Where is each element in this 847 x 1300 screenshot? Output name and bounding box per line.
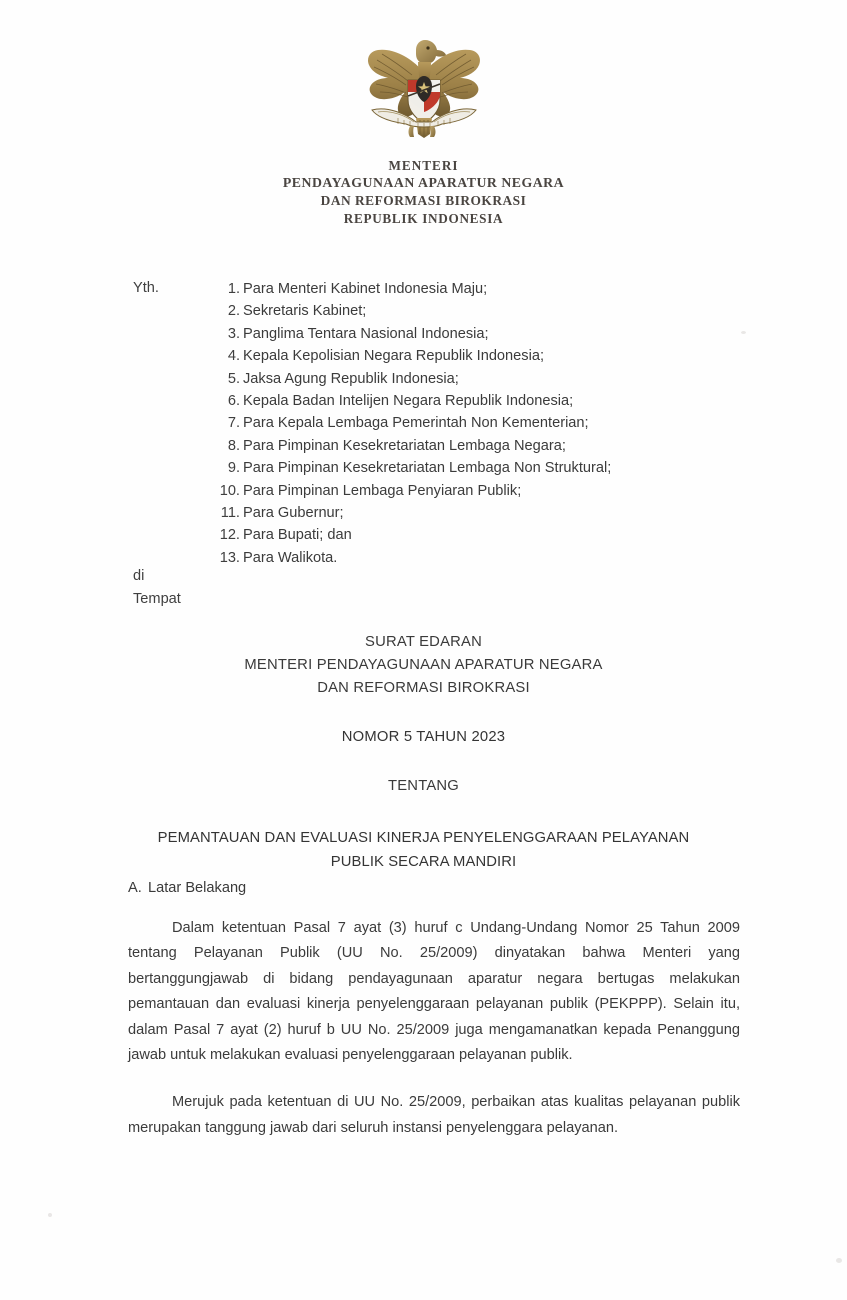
letterhead-line-3: DAN REFORMASI BIROKRASI bbox=[320, 193, 527, 209]
letterhead-line-2: PENDAYAGUNAAN APARATUR NEGARA bbox=[282, 175, 565, 191]
recipient-number: 8. bbox=[227, 437, 240, 454]
recipient-item bbox=[205, 412, 725, 434]
recipient-item bbox=[205, 480, 725, 502]
paragraph-1: Dalam ketentuan Pasal 7 ayat (3) huruf c Undang-Undang Nomor 25 Tahun 2009 tentang Pelayanan Publik (UU No. 25/2009) dinyatakan bahwa Menteri yang bertanggungjawab di bidang pendayagunaan aparatur negara bertugas melakukan pemantauan dan evaluasi kinerja penyelenggaraan pelayanan publik (PEKPPP). Selain itu, dalam Pasal 7 ayat (2) huruf b UU No. 25/2009 juga mengamanatkan kepada Penanggung jawab untuk melakukan evaluasi penyelenggaraan pelayanan publik. bbox=[128, 920, 740, 1064]
recipient-number: 10. bbox=[219, 482, 240, 499]
recipient-number: 12. bbox=[219, 527, 240, 544]
section-title: Latar Belakang bbox=[148, 880, 247, 896]
scan-artifact bbox=[48, 1213, 52, 1217]
place-line-di: di bbox=[133, 568, 145, 584]
recipient-label: Jaksa Agung Republik Indonesia; bbox=[243, 370, 459, 387]
recipient-label: Kepala Kepolisian Negara Republik Indonesia; bbox=[243, 348, 544, 365]
tentang-label: TENTANG bbox=[388, 778, 459, 794]
section-letter: A. bbox=[128, 880, 142, 896]
recipient-label: Para Pimpinan Kesekretariatan Lembaga Non Struktural; bbox=[243, 460, 612, 477]
recipient-number: 1. bbox=[227, 281, 240, 297]
recipient-item bbox=[205, 457, 725, 479]
recipient-label: Para Bupati; dan bbox=[243, 527, 352, 544]
recipient-number: 11. bbox=[220, 505, 240, 522]
recipient-item bbox=[205, 502, 725, 524]
document-number: NOMOR 5 TAHUN 2023 bbox=[341, 729, 506, 745]
body-content bbox=[128, 878, 740, 1156]
recipient-number: 6. bbox=[227, 393, 240, 410]
scan-artifact bbox=[741, 331, 746, 334]
recipient-number: 5. bbox=[227, 370, 240, 387]
letterhead bbox=[0, 34, 847, 227]
recipient-item bbox=[205, 300, 725, 322]
issuer-title-line-2: DAN REFORMASI BIROKRASI bbox=[317, 680, 530, 696]
salutation-label: Yth. bbox=[133, 280, 159, 296]
recipient-number: 4. bbox=[227, 348, 240, 365]
letterhead-line-1: MENTERI bbox=[388, 158, 459, 173]
recipient-item bbox=[205, 345, 725, 367]
document-subject bbox=[0, 826, 847, 874]
recipient-label: Para Pimpinan Kesekretariatan Lembaga Negara; bbox=[243, 437, 566, 454]
recipient-label: Para Kepala Lembaga Pemerintah Non Kementerian; bbox=[243, 415, 589, 432]
recipient-label: Panglima Tentara Nasional Indonesia; bbox=[243, 325, 489, 342]
recipient-item bbox=[205, 278, 725, 300]
title-block bbox=[0, 631, 847, 874]
recipient-list bbox=[205, 278, 725, 569]
recipient-label: Para Gubernur; bbox=[243, 505, 344, 522]
place-line-tempat: Tempat bbox=[133, 590, 181, 607]
letterhead-text bbox=[0, 157, 847, 227]
issuer-title-line-1: MENTERI PENDAYAGUNAAN APARATUR NEGARA bbox=[244, 657, 603, 673]
recipient-number: 13. bbox=[219, 549, 240, 566]
recipient-number: 7. bbox=[227, 415, 240, 432]
garuda-pancasila-emblem bbox=[358, 34, 490, 150]
letterhead-line-4: REPUBLIK INDONESIA bbox=[343, 210, 504, 226]
scan-artifact bbox=[836, 1258, 842, 1263]
recipient-item bbox=[205, 435, 725, 457]
document-type-title: SURAT EDARAN bbox=[365, 634, 482, 650]
paragraph-2: Merujuk pada ketentuan di UU No. 25/2009, perbaikan atas kualitas pelayanan publik merupakan tanggung jawab dari seluruh instansi penyelenggara pelayanan. bbox=[128, 1094, 740, 1136]
recipient-item bbox=[205, 390, 725, 412]
recipient-label: Para Walikota. bbox=[243, 549, 338, 566]
recipient-label: Sekretaris Kabinet; bbox=[243, 303, 367, 320]
recipient-number: 9. bbox=[227, 460, 240, 477]
recipient-label: Para Menteri Kabinet Indonesia Maju; bbox=[243, 281, 488, 297]
subject-line-2: PUBLIK SECARA MANDIRI bbox=[330, 854, 517, 870]
place-block bbox=[133, 565, 181, 610]
recipient-label: Kepala Badan Intelijen Negara Republik Indonesia; bbox=[243, 393, 574, 410]
section-heading-a bbox=[128, 878, 740, 899]
recipient-item bbox=[205, 323, 725, 345]
recipient-number: 2. bbox=[227, 303, 240, 320]
recipient-item bbox=[205, 524, 725, 546]
subject-line-1: PEMANTAUAN DAN EVALUASI KINERJA PENYELENGGARAAN PELAYANAN bbox=[157, 830, 690, 846]
recipient-item bbox=[205, 547, 725, 569]
recipient-label: Para Pimpinan Lembaga Penyiaran Publik; bbox=[243, 482, 522, 499]
recipient-item bbox=[205, 368, 725, 390]
recipient-number: 3. bbox=[227, 325, 240, 342]
